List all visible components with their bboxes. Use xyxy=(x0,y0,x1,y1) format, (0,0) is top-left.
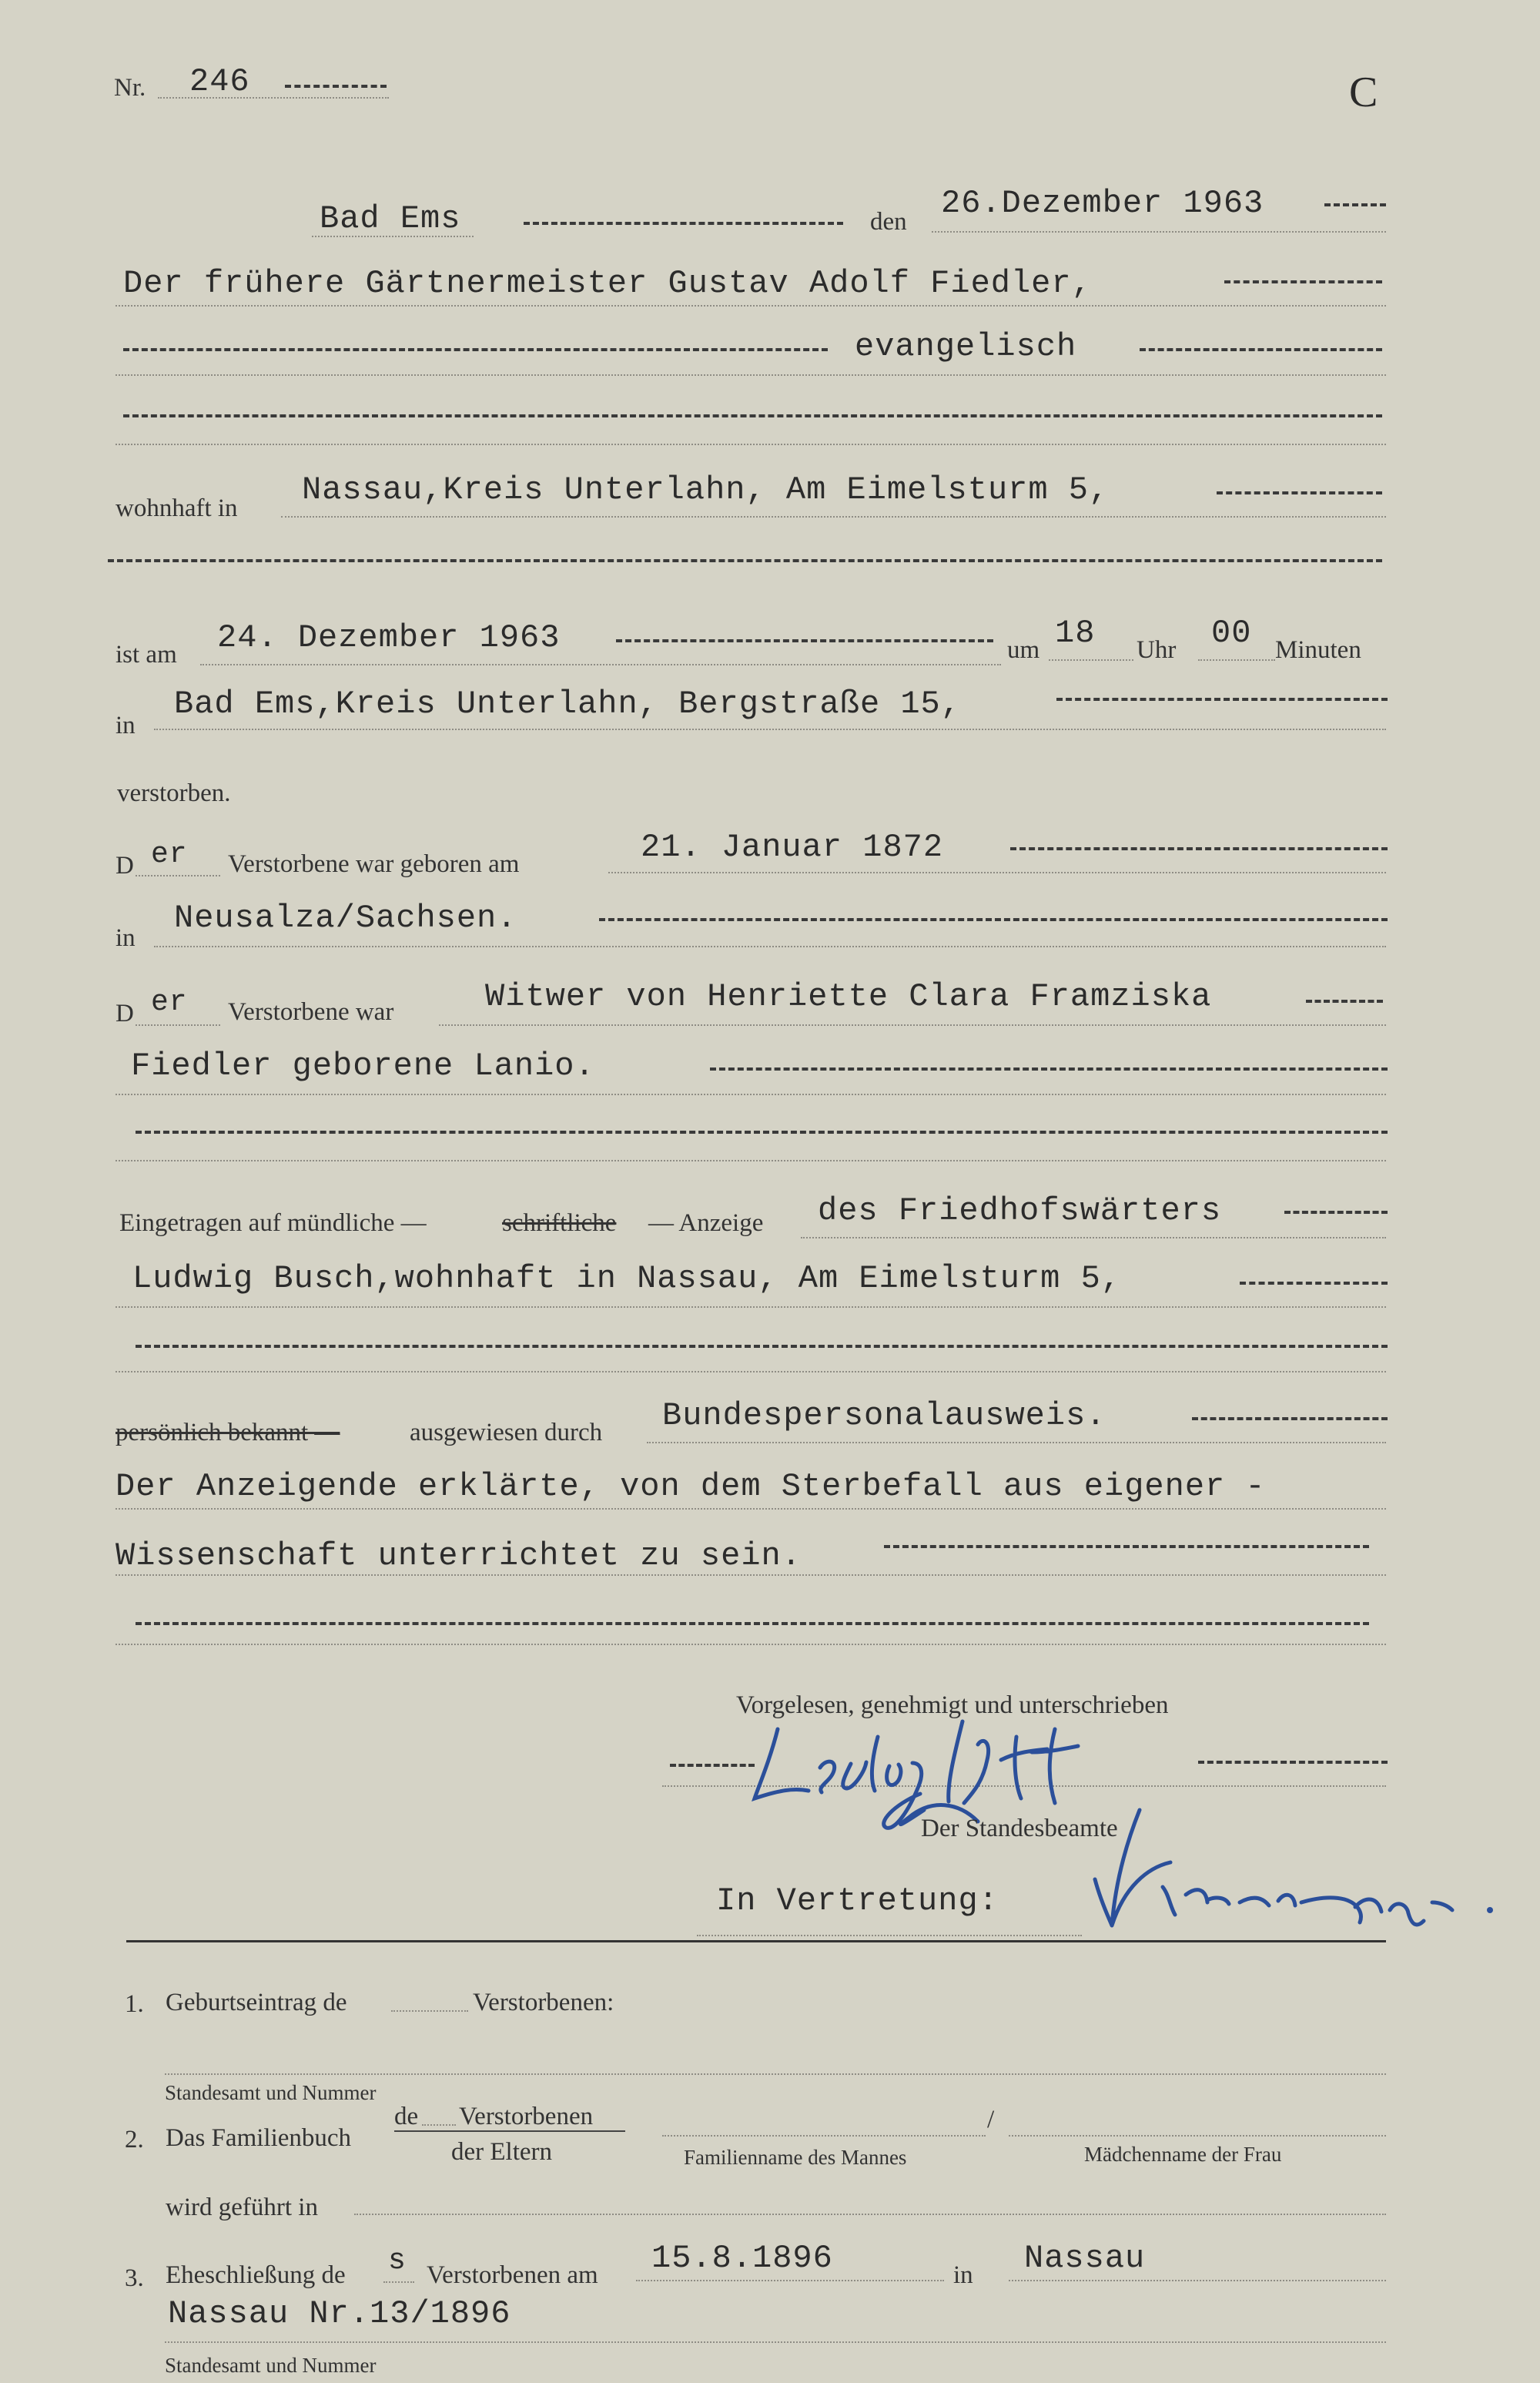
line xyxy=(116,1094,1386,1095)
line xyxy=(116,1644,1386,1645)
line xyxy=(662,2135,986,2137)
filler-dash xyxy=(1224,280,1382,283)
line xyxy=(636,2280,944,2281)
filler-dash xyxy=(108,559,1382,562)
marriage-place: Nassau xyxy=(1024,2240,1146,2277)
item-1-suffix: Verstorbenen: xyxy=(473,1989,614,2016)
declaration-line-2: Wissenschaft unterrichtet zu sein. xyxy=(116,1537,802,1574)
filler-dash xyxy=(1284,1211,1388,1214)
filler-dash xyxy=(136,1622,1369,1625)
fraction-bar xyxy=(394,2130,625,2132)
form-letter: C xyxy=(1349,69,1378,116)
verstorben-label: verstorben. xyxy=(117,779,231,807)
item-2-number: 2. xyxy=(125,2126,144,2153)
deceased-name: Der frühere Gärtnermeister Gustav Adolf Fiedler, xyxy=(123,265,1092,302)
filler-dash xyxy=(1056,698,1388,701)
filler-dash xyxy=(599,918,1388,921)
informant-line-2: Ludwig Busch,wohnhaft in Nassau, Am Eimelsturm 5, xyxy=(132,1260,1122,1297)
schriftliche-struck: schriftliche xyxy=(502,1209,617,1237)
line xyxy=(116,1306,1386,1308)
item-2-label: Das Familienbuch xyxy=(166,2124,352,2152)
item-2-de: de xyxy=(394,2103,419,2130)
er-suffix: er xyxy=(151,838,188,871)
standesamt-label-2: Standesamt und Nummer xyxy=(165,2354,377,2377)
item-3-label: Eheschließung de xyxy=(166,2261,346,2289)
line xyxy=(281,516,1386,518)
minuten-label: Minuten xyxy=(1275,636,1361,664)
filler-dash xyxy=(1306,1000,1383,1003)
line xyxy=(801,1237,1386,1238)
item-3-verst: Verstorbenen am xyxy=(427,2261,598,2289)
line xyxy=(200,664,1001,665)
filler-dash xyxy=(616,639,993,642)
line xyxy=(647,1442,1386,1443)
maedchenname-label: Mädchenname der Frau xyxy=(1084,2143,1282,2166)
minutes: 00 xyxy=(1211,615,1252,652)
line xyxy=(383,2281,414,2283)
line xyxy=(1198,659,1275,661)
line xyxy=(154,729,1386,730)
line xyxy=(116,1160,1386,1161)
line xyxy=(608,872,1386,873)
place-line xyxy=(312,236,474,237)
filler-dash xyxy=(1140,348,1382,351)
date-line xyxy=(932,231,1386,233)
um-label: um xyxy=(1007,636,1040,664)
line xyxy=(391,2010,468,2012)
line xyxy=(1009,2135,1386,2137)
line xyxy=(154,946,1386,947)
item-3-number: 3. xyxy=(125,2264,144,2292)
filler-dash xyxy=(1217,491,1382,494)
marital-line-1: Witwer von Henriette Clara Framziska xyxy=(485,978,1212,1015)
declaration-line-1: Der Anzeigende erklärte, von dem Sterbefall aus eigener - xyxy=(116,1468,1266,1505)
filler-dash xyxy=(285,85,387,88)
was-label: Verstorbene war xyxy=(228,998,394,1026)
line xyxy=(116,444,1386,445)
informant-line-1: des Friedhofswärters xyxy=(818,1192,1222,1229)
line xyxy=(165,2341,1386,2343)
hour: 18 xyxy=(1055,615,1096,652)
gefuehrt-label: wird geführt in xyxy=(166,2194,318,2221)
residence: Nassau,Kreis Unterlahn, Am Eimelsturm 5, xyxy=(302,471,1110,508)
item-3-in: in xyxy=(953,2261,973,2289)
filler-dash xyxy=(1240,1282,1388,1285)
religion: evangelisch xyxy=(855,328,1077,365)
den-label: den xyxy=(870,208,907,236)
item-3-s: s xyxy=(388,2244,407,2277)
line xyxy=(136,1024,220,1026)
filler-dash xyxy=(884,1545,1369,1548)
slash: / xyxy=(987,2106,995,2133)
filler-dash xyxy=(136,1345,1388,1348)
birth-date: 21. Januar 1872 xyxy=(641,829,944,866)
filler-dash xyxy=(1010,847,1388,850)
in-label: in xyxy=(116,712,136,739)
marriage-date: 15.8.1896 xyxy=(651,2240,833,2277)
date-value: 26.Dezember 1963 xyxy=(941,185,1264,222)
nr-value: 246 xyxy=(189,63,250,100)
filler-dash xyxy=(670,1764,755,1767)
line xyxy=(136,875,220,876)
nr-line xyxy=(158,97,389,99)
line xyxy=(116,374,1386,376)
line xyxy=(116,1371,1386,1372)
death-date: 24. Dezember 1963 xyxy=(217,619,561,656)
nr-label: Nr. xyxy=(114,74,146,102)
filler-dash xyxy=(1324,203,1386,206)
item-2-top: Verstorbenen xyxy=(459,2103,594,2130)
marital-line-2: Fiedler geborene Lanio. xyxy=(131,1047,595,1084)
filler-dash xyxy=(710,1067,1388,1071)
filler-dash xyxy=(123,414,1382,417)
filler-dash xyxy=(1192,1417,1388,1420)
registrar-signature xyxy=(1047,1795,1525,1941)
born-label: Verstorbene war geboren am xyxy=(228,850,520,878)
line xyxy=(354,2214,1386,2215)
item-2-bottom: der Eltern xyxy=(451,2138,553,2166)
representation: In Vertretung: xyxy=(716,1882,999,1919)
registrar-label: Der Standesbeamte xyxy=(921,1815,1118,1842)
death-place: Bad Ems,Kreis Unterlahn, Bergstraße 15, xyxy=(174,685,961,722)
read-approved-label: Vorgelesen, genehmigt und unterschrieben xyxy=(736,1691,1169,1719)
filler-dash xyxy=(123,348,828,351)
birth-place: Neusalza/Sachsen. xyxy=(174,900,517,937)
uhr-label: Uhr xyxy=(1137,636,1177,664)
place-value: Bad Ems xyxy=(320,200,461,237)
line xyxy=(165,2073,1386,2075)
line xyxy=(439,1024,1386,1026)
line xyxy=(697,1935,1082,1936)
line xyxy=(1049,659,1133,661)
er-suffix: er xyxy=(151,986,188,1019)
line xyxy=(1009,2280,1386,2281)
filler-dash xyxy=(524,222,843,225)
line xyxy=(116,1508,1386,1510)
personlich-struck: persönlich bekannt — xyxy=(116,1419,340,1446)
id-document: Bundespersonalausweis. xyxy=(662,1397,1106,1434)
filler-dash xyxy=(1198,1761,1388,1764)
filler-dash xyxy=(136,1131,1388,1134)
line xyxy=(116,305,1386,307)
wohnhaft-label: wohnhaft in xyxy=(116,494,238,522)
standesamt-label: Standesamt und Nummer xyxy=(165,2081,377,2104)
familienname-label: Familienname des Mannes xyxy=(684,2146,907,2169)
ausgewiesen-label: ausgewiesen durch xyxy=(410,1419,603,1446)
anzeige-label: — Anzeige xyxy=(648,1209,764,1237)
line xyxy=(116,1574,1386,1576)
d-label: D xyxy=(116,1000,134,1027)
item-1-number: 1. xyxy=(125,1990,144,2018)
item-1-label: Geburtseintrag de xyxy=(166,1989,347,2016)
line xyxy=(422,2124,456,2126)
eingetragen-label: Eingetragen auf mündliche — xyxy=(119,1209,427,1237)
ist-am-label: ist am xyxy=(116,641,177,669)
d-label: D xyxy=(116,852,134,880)
marriage-register: Nassau Nr.13/1896 xyxy=(168,2295,511,2332)
in-label: in xyxy=(116,924,136,952)
section-divider xyxy=(126,1940,1386,1942)
